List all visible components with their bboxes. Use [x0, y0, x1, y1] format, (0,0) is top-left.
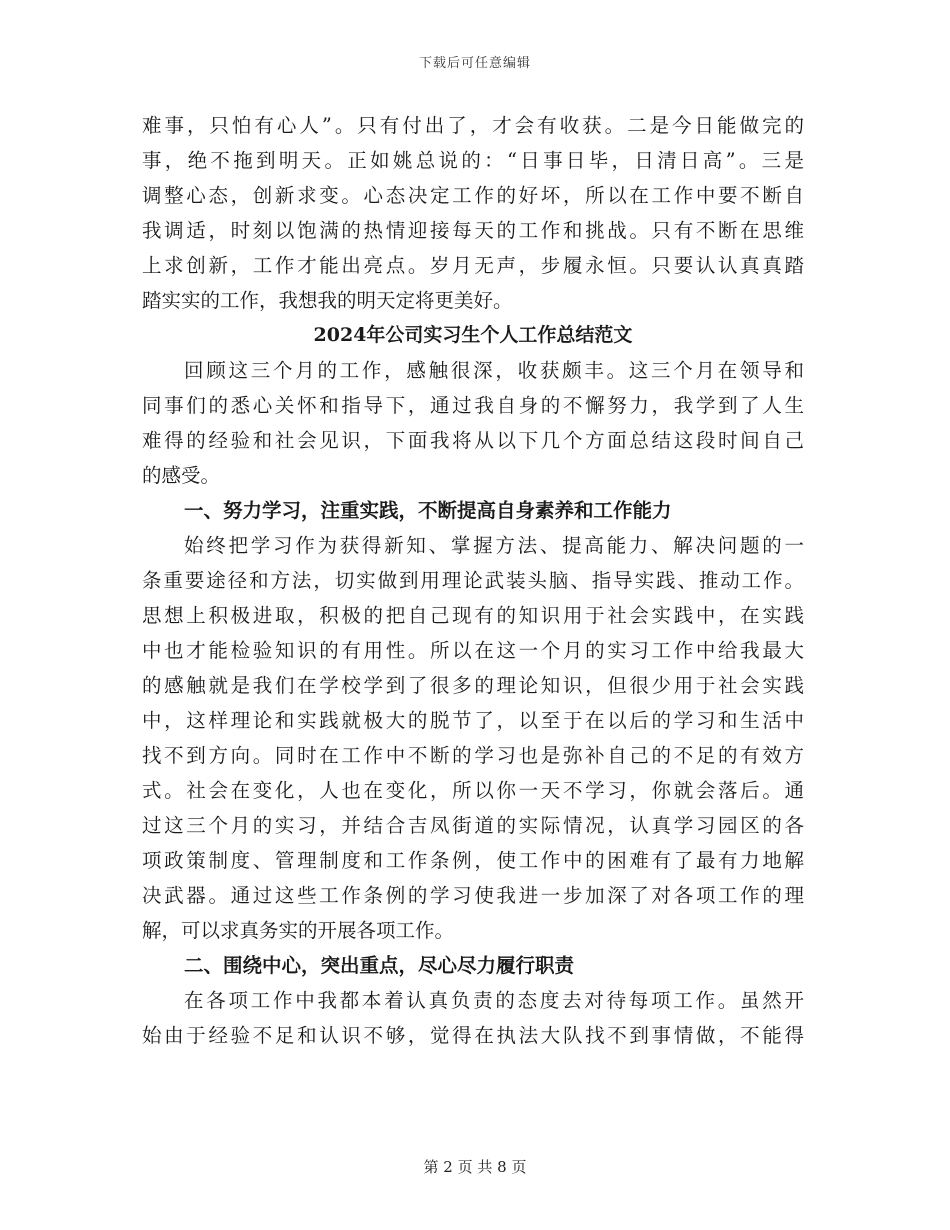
paragraph-line: 找不到方向。同时在工作中不断的学习也是弥补自己的不足的有效方: [142, 744, 804, 767]
paragraph-line: 决武器。通过这些工作条例的学习使我进一步加深了对各项工作的理: [142, 884, 804, 907]
paragraph-line: 回顾这三个月的工作，感触很深，收获颇丰。这三个月在领导和: [184, 359, 804, 382]
paragraph-line: 上求创新，工作才能出亮点。岁月无声，步履永恒。只要认认真真踏: [142, 254, 804, 277]
paragraph-line: 过这三个月的实习，并结合吉凤街道的实际情况，认真学习园区的各: [142, 814, 804, 837]
page-header: 下载后可任意编辑: [418, 56, 531, 71]
paragraph-line: 条重要途径和方法，切实做到用理论武装头脑、指导实践、推动工作。: [142, 569, 804, 592]
section-heading: 一、努力学习，注重实践，不断提高自身素养和工作能力: [184, 499, 672, 522]
section-heading: 二、围绕中心，突出重点，尽心尽力履行职责: [184, 954, 575, 977]
document-body: [142, 108, 804, 1053]
paragraph-line: 的感触就是我们在学校学到了很多的理论知识，但很少用于社会实践: [142, 674, 804, 697]
document-title: 2024年公司实习生个人工作总结范文: [313, 324, 633, 346]
paragraph-line: 同事们的悉心关怀和指导下，通过我自身的不懈努力，我学到了人生: [142, 394, 804, 417]
paragraph-line: 式。社会在变化，人也在变化，所以你一天不学习，你就会落后。通: [142, 779, 804, 802]
paragraph-line: 中，这样理论和实践就极大的脱节了，以至于在以后的学习和生活中: [142, 709, 804, 732]
paragraph-line: 项政策制度、管理制度和工作条例，使工作中的困难有了最有力地解: [142, 849, 804, 872]
paragraph-line: 始终把学习作为获得新知、掌握方法、提高能力、解决问题的一: [184, 534, 804, 557]
paragraph-line: 解，可以求真务实的开展各项工作。: [142, 919, 455, 942]
paragraph-line: 我调适，时刻以饱满的热情迎接每天的工作和挑战。只有不断在思维: [142, 219, 804, 242]
paragraph-line: 难得的经验和社会见识，下面我将从以下几个方面总结这段时间自己: [142, 429, 804, 452]
page-footer: 第 2 页 共 8 页: [423, 1158, 527, 1176]
paragraph-line: 踏实实的工作，我想我的明天定将更美好。: [142, 289, 513, 312]
paragraph-line: 事，绝不拖到明天。正如姚总说的：“日事日毕，日清日高”。三是: [142, 149, 804, 172]
paragraph-line: 的感受。: [142, 464, 221, 487]
paragraph-line: 始由于经验不足和认识不够，觉得在执法大队找不到事情做，不能得: [142, 1024, 804, 1047]
paragraph-line: 中也才能检验知识的有用性。所以在这一个月的实习工作中给我最大: [142, 639, 804, 662]
paragraph-line: 思想上积极进取，积极的把自己现有的知识用于社会实践中，在实践: [142, 604, 804, 627]
paragraph-line: 在各项工作中我都本着认真负责的态度去对待每项工作。虽然开: [184, 989, 804, 1012]
paragraph-line: 难事，只怕有心人”。只有付出了，才会有收获。二是今日能做完的: [142, 114, 804, 137]
paragraph-line: 调整心态，创新求变。心态决定工作的好坏，所以在工作中要不断自: [142, 184, 804, 207]
